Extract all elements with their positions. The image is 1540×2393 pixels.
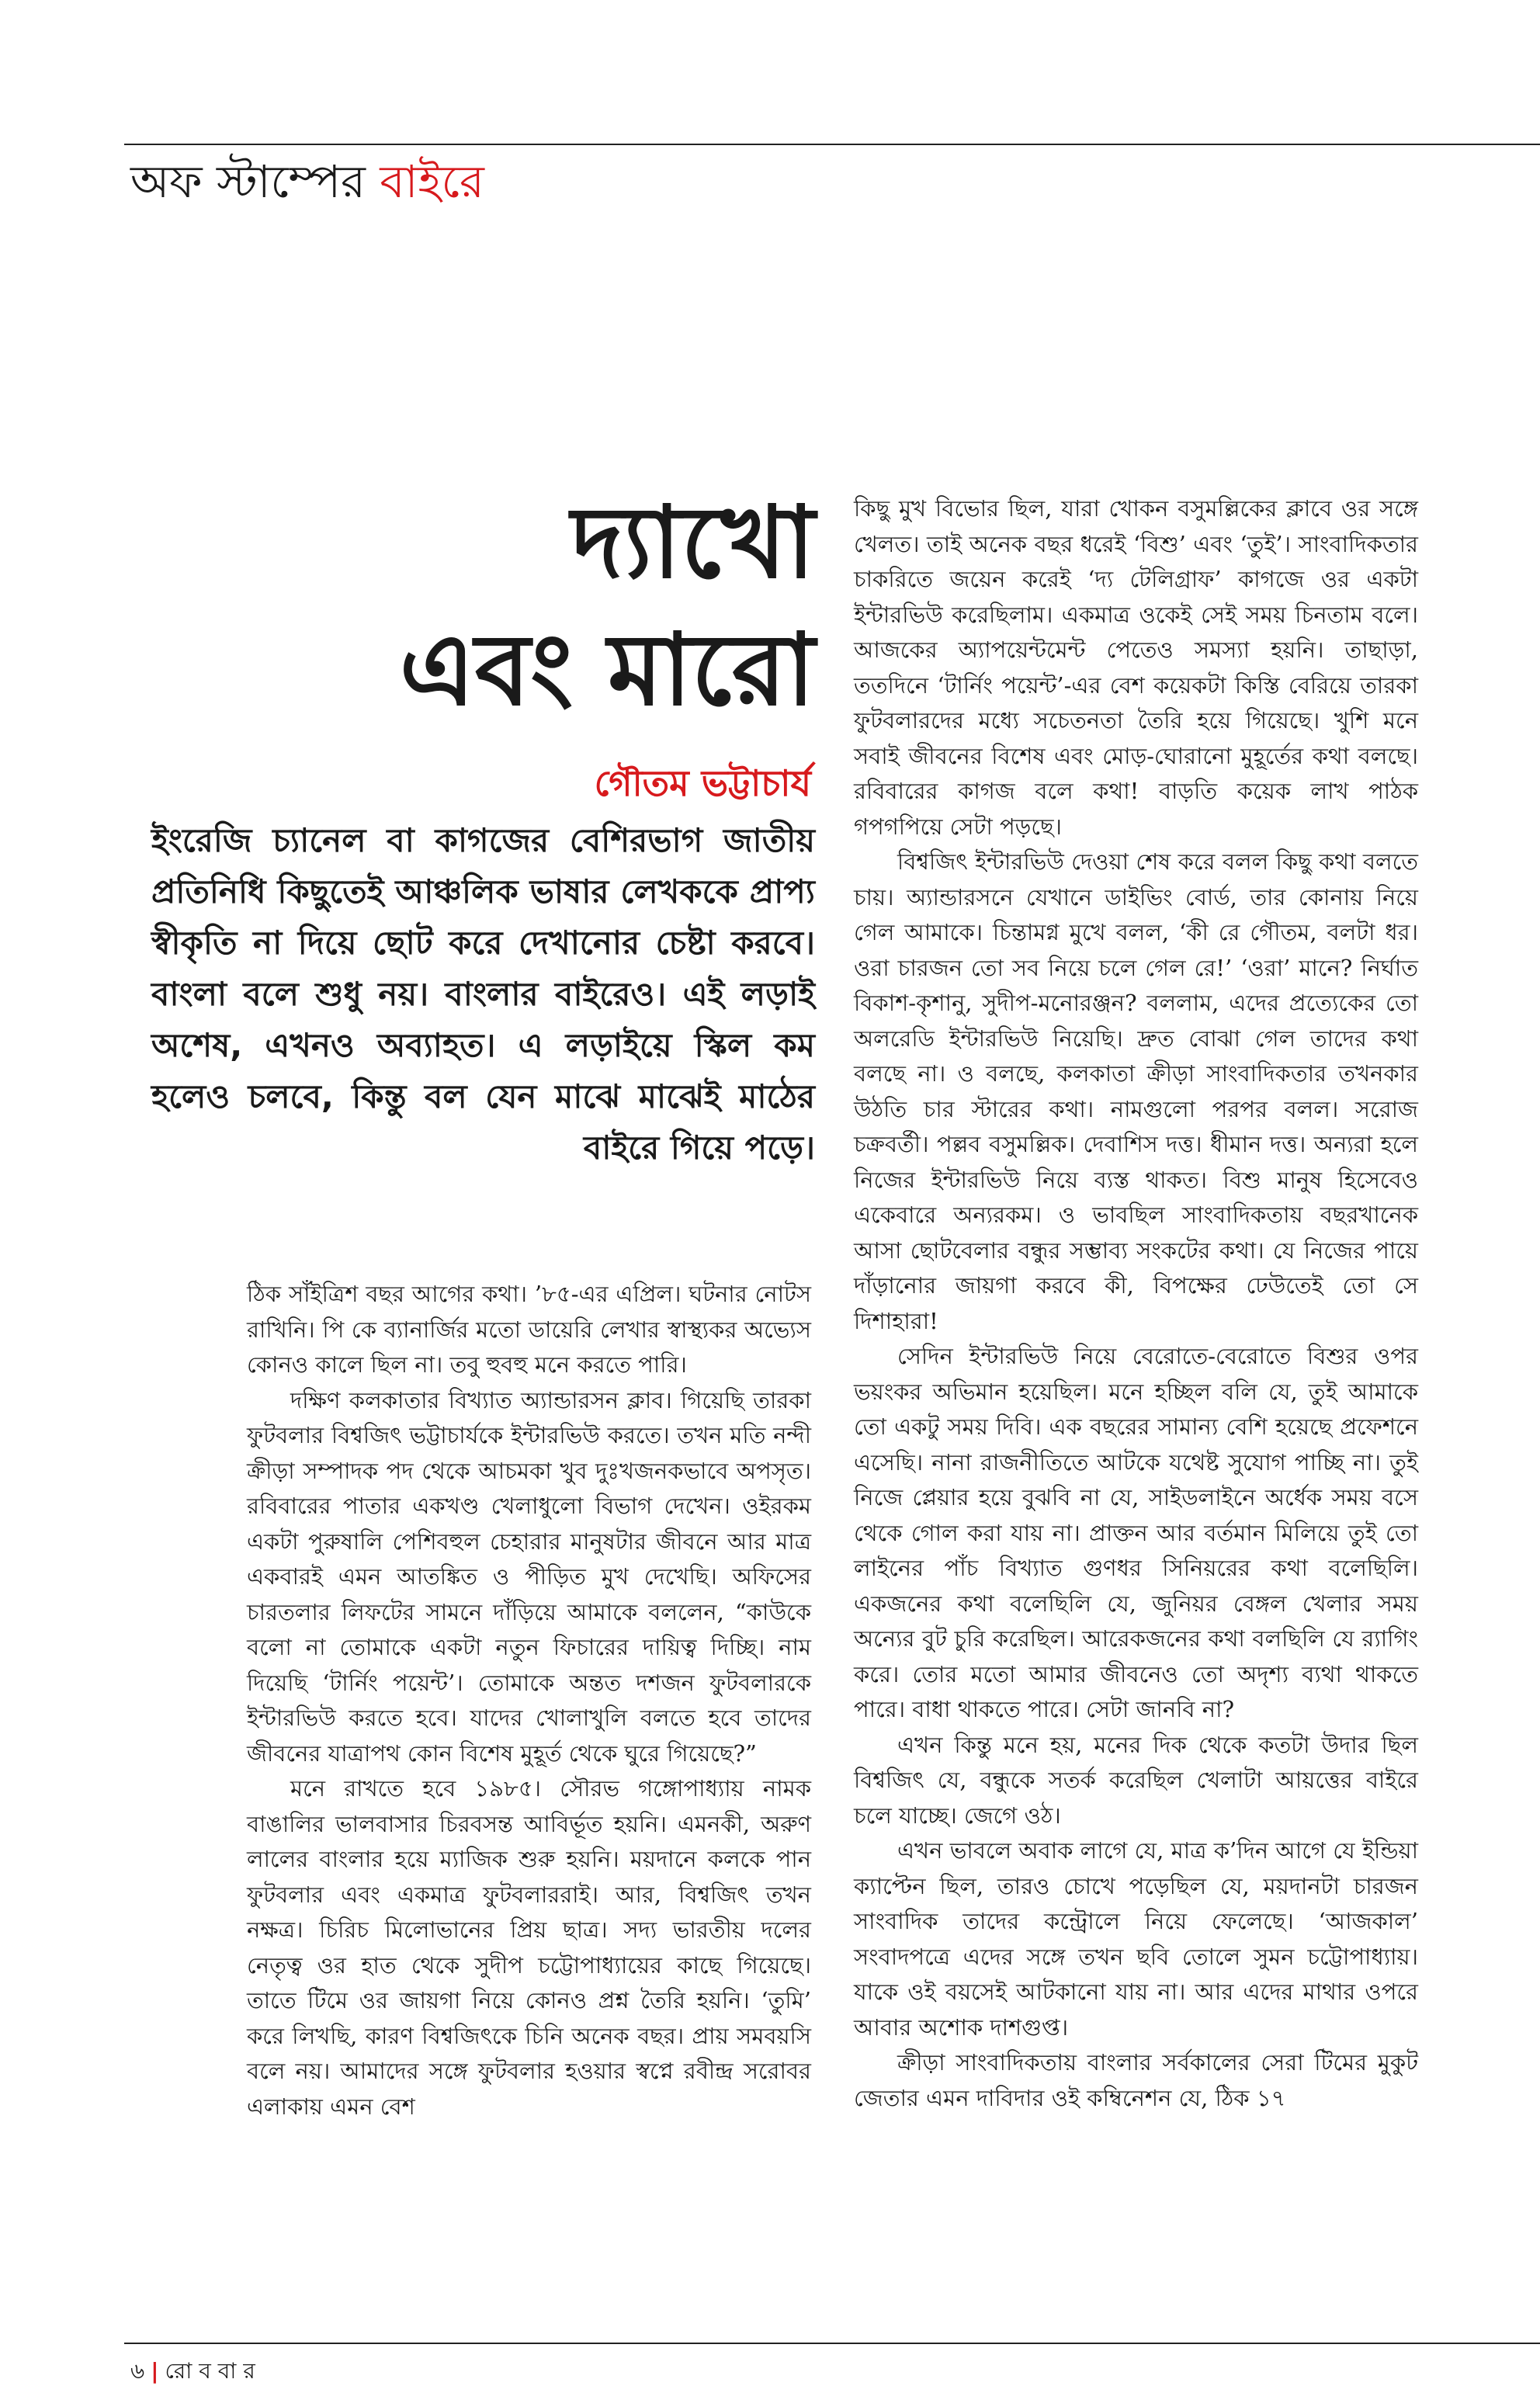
right-column [854, 491, 1418, 2116]
magazine-name: রো ব বা র [165, 2358, 255, 2384]
section-title-black: অফ স্টাম্পের [130, 155, 366, 208]
article-deck: ইংরেজি চ্যানেল বা কাগজের বেশিরভাগ জাতীয় প্রতিনিধি কিছুতেই আঞ্চলিক ভাষার লেখককে প্রাপ্য স্বীকৃতি না দিয়ে ছোট করে দেখানোর চেষ্টা করবে। বাংলা বলে শুধু নয়। বাংলার বাইরেও। এই লড়াই অশেষ, এখনও অব্যাহত। এ লড়াইয়ে স্কিল কম হলেও চলবে, কিন্তু বল যেন মাঝে মাঝেই মাঠের বাইরে গিয়ে পড়ে। [151, 821, 815, 1167]
paragraph: মনে রাখতে হবে ১৯৮৫। সৌরভ গঙ্গোপাধ্যায় নামক বাঙালির ভালবাসার চিরবসন্ত আবির্ভূত হয়নি। এমনকী, অরুণ লালের বাংলার হয়ে ম্যাজিক শুরু হয়নি। ময়দানে কলকে পান ফুটবলার এবং একমাত্র ফুটবলাররাই। আর, বিশ্বজিৎ তখন নক্ষত্র। চিরিচ মিলোভানের প্রিয় ছাত্র। সদ্য ভারতীয় দলের নেতৃত্ব ওর হাত থেকে সুদীপ চট্টোপাধ্যায়ের কাছে গিয়েছে। তাতে টিমে ওর জায়গা নিয়ে কোনও প্রশ্ন তৈরি হয়নি। ‘তুমি’ করে লিখছি, কারণ বিশ্বজিৎকে চিনি অনেক বছর। প্রায় সমবয়সি বলে নয়। আমাদের সঙ্গে ফুটবলার হওয়ার স্বপ্নে রবীন্দ্র সরোবর এলাকায় এমন বেশ [247, 1775, 811, 2120]
top-rule [124, 144, 1540, 145]
paragraph: ঠিক সাঁইত্রিশ বছর আগের কথা। ’৮৫-এর এপ্রিল। ঘটনার নোটস রাখিনি। পি কে ব্যানার্জির মতো ডায়েরি লেখার স্বাস্থ্যকর অভ্যেস কোনও কালে ছিল না। তবু হুবহু মনে করতে পারি। [247, 1281, 811, 1378]
paragraph: এখন কিন্তু মনে হয়, মনের দিক থেকে কতটা উদার ছিল বিশ্বজিৎ যে, বন্ধুকে সতর্ক করেছিল খেলাটা আয়ত্তের বাইরে চলে যাচ্ছে। জেগে ওঠ। [854, 1731, 1418, 1829]
bottom-rule [124, 2343, 1540, 2344]
section-heading [130, 155, 484, 208]
paragraph: এখন ভাবলে অবাক লাগে যে, মাত্র ক’দিন আগে যে ইন্ডিয়া ক্যাপ্টেন ছিল, তারও চোখে পড়েছিল যে, ময়দানটা চারজন সাংবাদিক তাদের কন্ট্রোলে নিয়ে ফেলেছে। ‘আজকাল’ সংবাদপত্রে এদের সঙ্গে তখন ছবি তোলে সুমন চট্টোপাধ্যায়। যাকে ওই বয়সেই আটকানো যায় না। আর এদের মাথার ওপরে আবার অশোক দাশগুপ্ত। [854, 1837, 1418, 2041]
left-column [247, 1277, 811, 2124]
paragraph: সেদিন ইন্টারভিউ নিয়ে বেরোতে-বেরোতে বিশুর ওপর ভয়ংকর অভিমান হয়েছিল। মনে হচ্ছিল বলি যে, তুই আমাকে তো একটু সময় দিবি। এক বছরের সামান্য বেশি হয়েছে প্রফেশনে এসেছি। নানা রাজনীতিতে আটকে যথেষ্ট সুযোগ পাচ্ছি না। তুই নিজে প্লেয়ার হয়ে বুঝবি না যে, সাইডলাইনে অর্ধেক সময় বসে থেকে গোল করা যায় না। প্রাক্তন আর বর্তমান মিলিয়ে তুই তো লাইনের পাঁচ বিখ্যাত গুণধর সিনিয়রের কথা বলেছিলি। একজনের কথা বলেছিলি যে, জুনিয়র বেঙ্গল খেলার সময় অন্যের বুট চুরি করেছিল। আরেকজনের কথা বলছিলি যে র‍্যাগিং করে। তোর মতো আমার জীবনেও তো অদৃশ্য ব্যথা থাকতে পারে। বাধা থাকতে পারে। সেটা জানবি না? [854, 1343, 1418, 1722]
author-byline: গৌতম ভট্টাচার্য [594, 762, 811, 804]
article-headline [233, 480, 815, 734]
paragraph: ক্রীড়া সাংবাদিকতায় বাংলার সর্বকালের সেরা টিমের মুকুট জেতার এমন দাবিদার ওই কম্বিনেশন যে, ঠিক ১৭ [854, 2049, 1418, 2111]
paragraph: কিছু মুখ বিভোর ছিল, যারা খোকন বসুমল্লিকের ক্লাবে ওর সঙ্গে খেলত। তাই অনেক বছর ধরেই ‘বিশু’ এবং ‘তুই’। সাংবাদিকতার চাকরিতে জয়েন করেই ‘দ্য টেলিগ্রাফ’ কাগজে ওর একটা ইন্টারভিউ করেছিলাম। একমাত্র ওকেই সেই সময় চিনতাম বলে। আজকের অ্যাপয়েন্টমেন্ট পেতেও সমস্যা হয়নি। তাছাড়া, ততদিনে ‘টার্নিং পয়েন্ট’-এর বেশ কয়েকটা কিস্তি বেরিয়ে তারকা ফুটবলারদের মধ্যে সচেতনতা তৈরি হয়ে গিয়েছে। খুশি মনে সবাই জীবনের বিশেষ এবং মোড়-ঘোরানো মুহূর্তের কথা বলছে। রবিবারের কাগজ বলে কথা! বাড়তি কয়েক লাখ পাঠক গপগপিয়ে সেটা পড়ছে। [854, 495, 1418, 840]
footer-separator: | [151, 2358, 159, 2384]
section-title-red: বাইরে [380, 155, 484, 208]
headline-line-1: দ্যাখো [571, 485, 815, 601]
paragraph: দক্ষিণ কলকাতার বিখ্যাত অ্যান্ডারসন ক্লাব। গিয়েছি তারকা ফুটবলার বিশ্বজিৎ ভট্টাচার্যকে ইন্টারভিউ করতে। তখন মতি নন্দী ক্রীড়া সম্পাদক পদ থেকে আচমকা খুব দুঃখজনকভাবে অপসৃত। রবিবারের পাতার একখণ্ড খেলাধুলো বিভাগ দেখেন। ওইরকম একটা পুরুষালি পেশিবহুল চেহারার মানুষটার জীবনে আর মাত্র একবারই এমন আতঙ্কিত ও পীড়িত মুখ দেখেছি। অফিসের চারতলার লিফটের সামনে দাঁড়িয়ে আমাকে বললেন, “কাউকে বলো না তোমাকে একটা নতুন ফিচারের দায়িত্ব দিচ্ছি। নাম দিয়েছি ‘টার্নিং পয়েন্ট’। তোমাকে অন্তত দশজন ফুটবলারকে ইন্টারভিউ করতে হবে। যাদের খোলাখুলি বলতে হবে তাদের জীবনের যাত্রাপথ কোন বিশেষ মুহূর্ত থেকে ঘুরে গিয়েছে?” [247, 1386, 811, 1767]
page-number: ৬ [130, 2358, 145, 2384]
page-footer [130, 2354, 255, 2391]
headline-line-2: এবং মারো [399, 612, 815, 728]
paragraph: বিশ্বজিৎ ইন্টারভিউ দেওয়া শেষ করে বলল কিছু কথা বলতে চায়। অ্যান্ডারসনে যেখানে ডাইভিং বোর্ড, তার কোনায় নিয়ে গেল আমাকে। চিন্তামগ্ন মুখে বলল, ‘কী রে গৌতম, বলটা ধর। ওরা চারজন তো সব নিয়ে চলে গেল রে!’ ‘ওরা’ মানে? নির্ঘাত বিকাশ-কৃশানু, সুদীপ-মনোরঞ্জন? বললাম, এদের প্রত্যেকের তো অলরেডি ইন্টারভিউ নিয়েছি। দ্রুত বোঝা গেল তাদের কথা বলছে না। ও বলছে, কলকাতা ক্রীড়া সাংবাদিকতার তখনকার উঠতি চার স্টারের কথা। নামগুলো পরপর বলল। সরোজ চক্রবর্তী। পল্লব বসুমল্লিক। দেবাশিস দত্ত। ধীমান দত্ত। অন্যরা হলে নিজের ইন্টারভিউ নিয়ে ব্যস্ত থাকত। বিশু মানুষ হিসেবেও একেবারে অন্যরকম। ও ভাবছিল সাংবাদিকতায় বছরখানেক আসা ছোটবেলার বন্ধুর সম্ভাব্য সংকটের কথা। যে নিজের পায়ে দাঁড়ানোর জায়গা করবে কী, বিপক্ষের ঢেউতেই তো সে দিশাহারা! [854, 848, 1418, 1334]
